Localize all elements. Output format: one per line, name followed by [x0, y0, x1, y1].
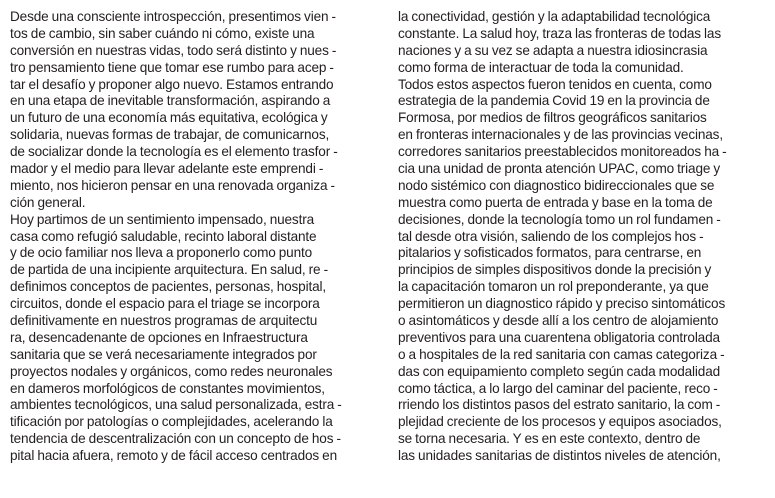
text-line: principios de simples dispositivos donde la precisión y: [398, 262, 712, 278]
text-line: preventivos para una cuarentena obligatoria controlada: [398, 329, 720, 345]
text-column-right: [398, 9, 760, 465]
text-line: corredores sanitarios preestablecidos monitoreados ha -: [398, 144, 727, 160]
text-line: plejidad creciente de los procesos y equipos asociados,: [398, 414, 722, 430]
text-line: definimos conceptos de pacientes, personas, hospital,: [10, 279, 326, 295]
text-line: como táctica, a lo largo del caminar del paciente, reco -: [398, 380, 718, 396]
text-line: se torna necesaria. Y es en este contexto, dentro de: [398, 431, 701, 447]
text-line: de partida de una incipiente arquitectura. En salud, re -: [10, 262, 328, 278]
text-line: Desde una consciente introspección, presentimos vien -: [10, 9, 336, 24]
text-line: tal desde otra visión, saliendo de los complejos hos -: [398, 228, 704, 244]
text-line: Formosa, por medios de filtros geográficos sanitarios: [398, 110, 707, 126]
text-line: tro pensamiento tiene que tomar ese rumbo para acep -: [10, 59, 334, 75]
text-line: en una etapa de inevitable transformación, aspirando a: [10, 93, 331, 109]
text-line: decisiones, donde la tecnología tomo un rol fundamen -: [398, 211, 721, 227]
text-line: las unidades sanitarias de distintos niveles de atención,: [398, 448, 721, 464]
text-line: en dameros morfológicos de constantes movimientos,: [10, 380, 325, 396]
text-line: tos de cambio, sin saber cuándo ni cómo, existe una: [10, 25, 315, 41]
text-line: o asintomáticos y desde allí a los centro de alojamiento: [398, 313, 719, 329]
text-line: tendencia de descentralización con un concepto de hos -: [10, 431, 341, 447]
text-line: ción general.: [10, 194, 86, 210]
text-line: tar el desafío y proponer algo nuevo. Estamos entrando: [10, 76, 334, 92]
text-line: miento, nos hicieron pensar en una renovada organiza -: [10, 177, 335, 193]
text-line: conversión en nuestras vidas, todo será distinto y nues -: [10, 42, 337, 58]
text-line: rriendo los distintos pasos del estrato sanitario, la com -: [398, 397, 721, 413]
text-line: proyectos nodales y orgánicos, como redes neuronales: [10, 363, 333, 379]
text-line: casa como refugió saludable, recinto laboral distante: [10, 228, 317, 244]
text-line: sanitaria que se verá necesariamente integrados por: [10, 346, 317, 362]
text-column-left: [10, 9, 370, 465]
text-line: nodo sistémico con diagnostico bidireccionales que se: [398, 177, 715, 193]
text-line: mador y el medio para llevar adelante este emprendi -: [10, 161, 324, 177]
text-line: un futuro de una economía más equitativa, ecológica y: [10, 110, 328, 126]
text-line: tificación por patologías o complejidades, acelerando la: [10, 414, 333, 430]
text-line: definitivamente en nuestros programas de arquitectu: [10, 313, 318, 329]
text-line: naciones y a su vez se adapta a nuestra idiosincrasia: [398, 42, 708, 58]
text-line: la conectividad, gestión y la adaptabilidad tecnológica: [398, 9, 711, 24]
text-line: Todos estos aspectos fueron tenidos en cuenta, como: [398, 76, 712, 92]
text-line: ra, desencadenante de opciones en Infraestructura: [10, 329, 308, 345]
text-line: Hoy partimos de un sentimiento impensado, nuestra: [10, 211, 314, 227]
text-line: en fronteras internacionales y de las provincias vecinas,: [398, 127, 723, 143]
text-line: o a hospitales de la red sanitaria con camas categoriza -: [398, 346, 725, 362]
text-line: pital hacia afuera, remoto y de fácil acceso centrados en: [10, 448, 337, 464]
text-line: y de ocio familiar nos lleva a proponerlo como punto: [10, 245, 313, 261]
text-line: cia una unidad de pronta atención UPAC, como triage y: [398, 161, 721, 177]
text-line: constante. La salud hoy, traza las fronteras de todas las: [398, 25, 721, 41]
text-line: como forma de interactuar de toda la comunidad.: [398, 59, 684, 75]
text-line: solidaria, nuevas formas de trabajar, de comunicarnos,: [10, 127, 330, 143]
text-line: muestra como puerta de entrada y base en la toma de: [398, 194, 713, 210]
text-line: estrategia de la pandemia Covid 19 en la provincia de: [398, 93, 710, 109]
text-line: de socializar donde la tecnología es el elemento trasfor -: [10, 144, 338, 160]
text-line: permitieron un diagnostico rápido y preciso sintomáticos: [398, 296, 726, 312]
text-line: das con equipamiento completo según cada modalidad: [398, 363, 721, 379]
text-line: ambientes tecnológicos, una salud personalizada, estra -: [10, 397, 342, 413]
text-line: circuitos, donde el espacio para el triage se incorpora: [10, 296, 320, 312]
text-line: pitalarios y sofisticados formatos, para centrarse, en: [398, 245, 702, 261]
text-line: la capacitación tomaron un rol preponderante, ya que: [398, 279, 709, 295]
